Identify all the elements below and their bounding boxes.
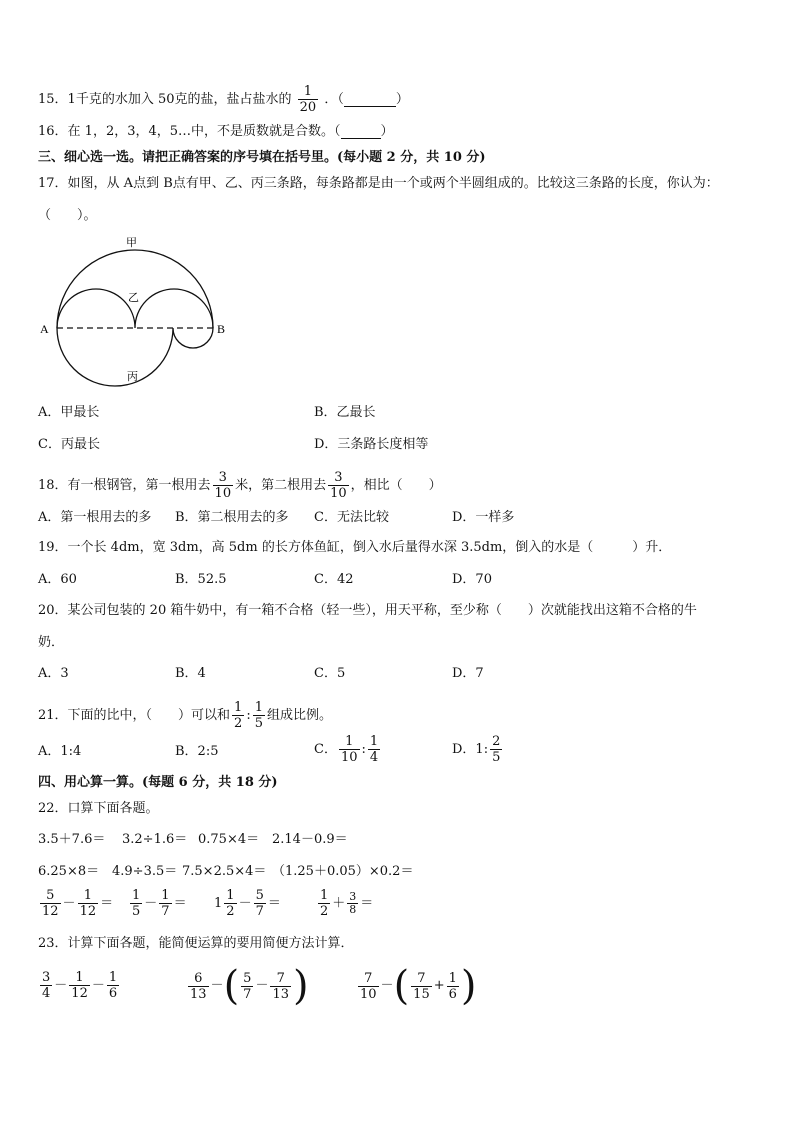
numerator: 1 xyxy=(83,888,92,903)
numerator: 6 xyxy=(194,970,203,986)
q15-text-after: ．（ xyxy=(324,92,344,107)
denominator: 7 xyxy=(255,904,264,919)
q21-fraction2 xyxy=(253,700,265,731)
q21-fraction1 xyxy=(232,700,244,731)
q22-row3-item3 xyxy=(214,888,281,919)
numerator: 7 xyxy=(276,970,285,986)
q22-row1-item4: 2.14－0.9＝ xyxy=(272,832,348,847)
operator: － xyxy=(144,895,158,911)
q22-row1-item1: 3.5＋7.6＝ xyxy=(38,832,106,847)
q15-fraction xyxy=(298,84,319,115)
whole-number: 1 xyxy=(214,895,223,911)
numerator: 5 xyxy=(255,888,264,903)
denominator: 6 xyxy=(108,986,118,1001)
q18-text3: ，相比（ ） xyxy=(350,478,442,493)
numerator: 1 xyxy=(75,970,84,985)
q18-fraction2 xyxy=(328,470,349,501)
q17-figure xyxy=(30,228,270,398)
numerator: 1 xyxy=(254,700,263,715)
denominator: 2 xyxy=(234,716,243,731)
q18-option-b[interactable]: B．第二根用去的多 xyxy=(175,510,289,525)
q21-text1: 21．下面的比中，（ ）可以和 xyxy=(38,708,231,723)
question-20-line2: 奶． xyxy=(38,635,65,650)
left-paren: ( xyxy=(223,963,240,1009)
fraction xyxy=(78,888,99,919)
fraction xyxy=(270,971,291,1002)
option-c-fraction2 xyxy=(368,734,380,765)
fraction xyxy=(411,971,432,1002)
q15-text: 15．1千克的水加入 50克的盐，盐占盐水的 xyxy=(38,92,292,107)
numerator: 3 xyxy=(349,890,357,903)
option-label: C． xyxy=(314,741,337,757)
q23-expression-1 xyxy=(38,970,121,1001)
q20-option-b[interactable]: B．4 xyxy=(175,666,206,681)
section-4-heading: 四、用心算一算。(每题 6 分，共 18 分) xyxy=(38,775,278,790)
option-d-fraction xyxy=(490,734,502,765)
question-18 xyxy=(38,470,442,501)
label-b: B xyxy=(217,322,226,336)
ratio-colon: : xyxy=(246,708,251,723)
operator: ＋ xyxy=(332,895,346,911)
operator: － xyxy=(62,895,76,911)
q22-row2-item3: 7.5×2.5×4＝ xyxy=(182,864,267,879)
numerator: 5 xyxy=(243,970,252,986)
denominator: 13 xyxy=(272,986,290,1002)
numerator: 1 xyxy=(448,970,457,986)
q17-option-d[interactable]: D．三条路长度相等 xyxy=(314,437,429,452)
q22-row1-item2: 3.2÷1.6＝ xyxy=(122,832,188,847)
numerator: 3 xyxy=(334,470,343,485)
q15-answer-blank[interactable] xyxy=(344,92,396,107)
question-22: 22．口算下面各题。 xyxy=(38,801,159,816)
denominator: 4 xyxy=(42,986,51,1001)
equals: ＝ xyxy=(360,895,374,911)
label-a: A xyxy=(40,322,49,336)
fraction xyxy=(347,891,358,916)
denominator: 7 xyxy=(243,986,252,1002)
q21-option-c[interactable] xyxy=(314,734,382,765)
denominator: 5 xyxy=(132,904,141,919)
denominator: 12 xyxy=(42,904,59,919)
equals: ＝ xyxy=(173,895,187,911)
q21-option-d[interactable] xyxy=(452,734,504,765)
numerator: 3 xyxy=(42,970,51,985)
numerator: 1 xyxy=(108,970,118,985)
denominator: 10 xyxy=(330,486,347,501)
q19-option-b[interactable]: B．52.5 xyxy=(175,572,227,587)
operator: － xyxy=(210,978,224,993)
denominator: 10 xyxy=(340,750,358,765)
q22-row1-item3: 0.75×4＝ xyxy=(198,832,260,847)
denominator: 2 xyxy=(320,904,329,919)
q20-option-d[interactable]: D．7 xyxy=(452,666,484,681)
operator: － xyxy=(91,977,105,993)
fraction xyxy=(224,888,236,919)
numerator: 5 xyxy=(46,888,55,903)
numerator: 2 xyxy=(492,734,501,749)
q18-fraction1 xyxy=(213,470,234,501)
q23-expression-2 xyxy=(186,963,309,1009)
denominator: 10 xyxy=(214,486,232,501)
question-17-line1: 17．如图，从 A点到 B点有甲、乙、丙三条路，每条路都是由一个或两个半圆组成的。比较这三条路的长度，你认为： xyxy=(38,176,719,191)
numerator: 1 xyxy=(234,700,243,715)
q16-answer-blank[interactable] xyxy=(341,124,381,139)
fraction xyxy=(69,970,90,1001)
q18-text2: 米，第二根用去 xyxy=(235,478,327,493)
fraction xyxy=(241,971,253,1002)
denominator: 12 xyxy=(79,904,97,919)
q21-text2: 组成比例。 xyxy=(267,708,333,723)
label-jia: 甲 xyxy=(126,236,137,249)
q22-row3-item1 xyxy=(38,888,113,919)
denominator: 2 xyxy=(226,904,235,919)
question-17-line2: （ ）。 xyxy=(38,208,97,223)
q17-option-c[interactable]: C．丙最长 xyxy=(38,437,100,452)
q15-close: ） xyxy=(395,92,409,107)
fraction xyxy=(40,970,52,1001)
option-label: D．1: xyxy=(452,741,489,757)
denominator: 4 xyxy=(369,750,379,765)
denominator: 6 xyxy=(448,986,457,1002)
fraction xyxy=(130,888,142,919)
fraction xyxy=(254,888,266,919)
label-yi: 乙 xyxy=(128,291,139,304)
numerator: 1 xyxy=(320,888,329,903)
numerator: 3 xyxy=(218,470,227,485)
q21-option-a[interactable]: A．1:4 xyxy=(38,744,82,759)
q17-option-b[interactable]: B．乙最长 xyxy=(314,405,376,420)
denominator: 12 xyxy=(71,986,88,1001)
left-paren: ( xyxy=(393,963,410,1009)
q19-option-c[interactable]: C．42 xyxy=(314,572,354,587)
fraction xyxy=(447,971,459,1002)
q22-row3-item2 xyxy=(128,888,187,919)
path-jia xyxy=(57,250,213,328)
q19-option-d[interactable]: D．70 xyxy=(452,572,492,587)
q16-close: ） xyxy=(380,124,394,139)
question-21 xyxy=(38,700,332,731)
question-20-line1: 20．某公司包装的 20 箱牛奶中，有一箱不合格（轻一些），用天平称，至少称（ ）次就能找出这箱不合格的牛 xyxy=(38,603,697,618)
q16-text: 16．在 1，2，3，4，5…中，不是质数就是合数。（ xyxy=(38,124,341,139)
numerator: 1 xyxy=(369,734,379,749)
question-23: 23．计算下面各题，能简便运算的要用简便方法计算． xyxy=(38,936,354,951)
q22-row3-item4 xyxy=(316,888,373,919)
q22-row2-item1: 6.25×8＝ xyxy=(38,864,100,879)
numerator: 1 xyxy=(226,888,235,903)
question-19: 19．一个长 4dm，宽 3dm，高 5dm 的长方体鱼缸，倒入水后量得水深 3.5dm，倒入的水是（ ）升． xyxy=(38,540,672,555)
operator: － xyxy=(255,978,269,993)
operator: － xyxy=(380,978,394,993)
q18-text1: 18．有一根钢管，第一根用去 xyxy=(38,478,211,493)
operator: － xyxy=(54,977,68,993)
q18-option-c[interactable]: C．无法比较 xyxy=(314,510,389,525)
fraction xyxy=(318,888,330,919)
equals: ＝ xyxy=(267,895,281,911)
question-15 xyxy=(38,84,409,115)
denominator: 7 xyxy=(161,904,170,919)
q17-option-a[interactable]: A．甲最长 xyxy=(38,405,100,420)
equals: ＝ xyxy=(100,895,114,911)
fraction xyxy=(40,888,61,919)
numerator: 1 xyxy=(132,888,141,903)
q18-option-a[interactable]: A．第一根用去的多 xyxy=(38,510,152,525)
operator: － xyxy=(238,895,252,911)
label-bing: 丙 xyxy=(127,370,138,383)
numerator: 1 xyxy=(345,734,354,749)
denominator: 5 xyxy=(254,716,263,731)
denominator: 5 xyxy=(492,750,501,765)
denominator: 20 xyxy=(299,100,317,115)
numerator: 7 xyxy=(364,970,373,986)
operator: + xyxy=(433,978,445,993)
denominator: 13 xyxy=(190,986,207,1002)
question-16 xyxy=(38,122,394,142)
numerator: 1 xyxy=(303,84,313,99)
right-paren: ) xyxy=(293,963,309,1009)
q22-row2-item4: （1.25＋0.05）×0.2＝ xyxy=(272,864,414,879)
q20-option-c[interactable]: C．5 xyxy=(314,666,346,681)
q23-expression-3 xyxy=(356,963,477,1009)
ratio-colon: : xyxy=(361,741,366,757)
fraction xyxy=(358,971,379,1002)
q22-row2-item2: 4.9÷3.5＝ xyxy=(112,864,178,879)
denominator: 8 xyxy=(349,903,357,916)
fraction xyxy=(188,971,209,1002)
q20-option-a[interactable]: A．3 xyxy=(38,666,69,681)
option-c-fraction1 xyxy=(339,734,360,765)
q18-option-d[interactable]: D．一样多 xyxy=(452,510,515,525)
q19-option-a[interactable]: A．60 xyxy=(38,572,77,587)
denominator: 10 xyxy=(360,986,377,1002)
q21-option-b[interactable]: B．2:5 xyxy=(175,744,219,759)
numerator: 1 xyxy=(161,888,170,903)
fraction xyxy=(107,970,119,1001)
numerator: 7 xyxy=(417,970,426,986)
fraction xyxy=(159,888,171,919)
right-paren: ) xyxy=(460,963,477,1009)
denominator: 15 xyxy=(413,986,430,1002)
section-3-heading: 三、细心选一选。请把正确答案的序号填在括号里。(每小题 2 分，共 10 分) xyxy=(38,150,486,165)
